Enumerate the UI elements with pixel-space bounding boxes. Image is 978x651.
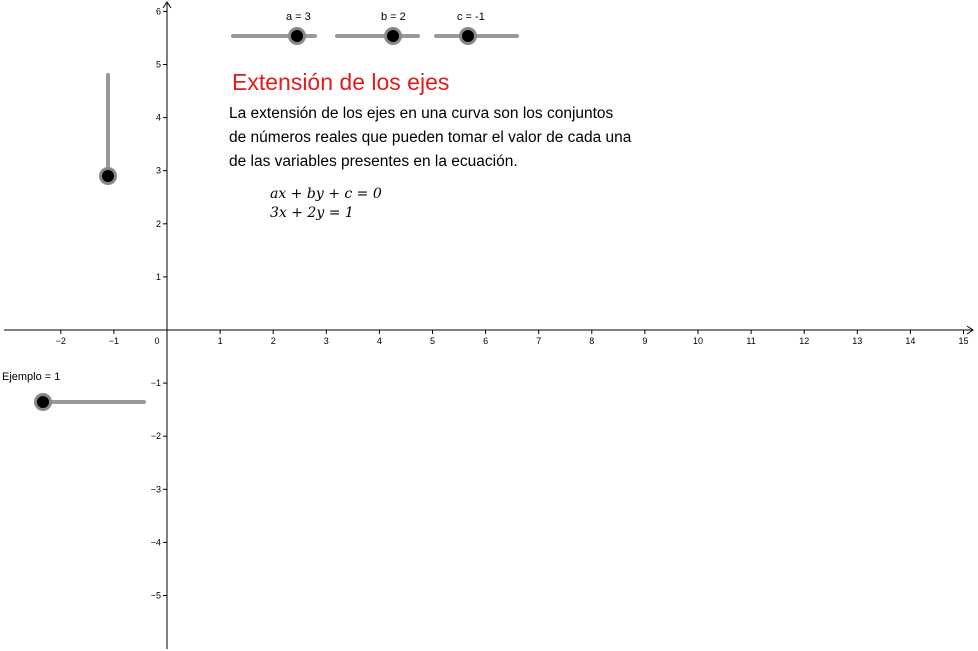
x-tick-label: 7 — [536, 336, 542, 346]
x-tick-label: 8 — [589, 336, 595, 346]
y-tick-label: 5 — [155, 59, 161, 70]
x-tick-label: 14 — [905, 336, 916, 346]
y-tick-label: −2 — [150, 431, 161, 442]
description-line-2: de números reales que pueden tomar el valor de cada una — [229, 129, 632, 146]
slider-b[interactable] — [337, 29, 418, 44]
slider-a[interactable] — [233, 29, 315, 44]
x-tick-label: 4 — [376, 336, 382, 346]
y-tick-label: −1 — [150, 378, 161, 389]
y-tick-label: 2 — [155, 218, 161, 229]
page-title: Extensión de los ejes — [232, 69, 450, 95]
x-tick-label: 2 — [270, 336, 276, 346]
x-tick-label: 10 — [692, 336, 704, 346]
x-tick-label: −2 — [55, 336, 66, 346]
x-tick-label: 11 — [746, 336, 756, 346]
slider-b-knob[interactable] — [386, 29, 401, 44]
slider-c-label: c = -1 — [457, 11, 485, 23]
x-tick-label: 5 — [429, 336, 436, 346]
description-text — [229, 102, 659, 174]
slider-ejemplo-knob[interactable] — [36, 395, 51, 410]
slider-a-knob[interactable] — [290, 29, 305, 44]
x-tick-label: 1 — [217, 336, 223, 346]
y-tick-label: −4 — [150, 537, 161, 548]
y-tick-label: −5 — [150, 590, 161, 601]
x-tick-label: 9 — [642, 336, 648, 346]
y-tick-label: 6 — [155, 6, 161, 17]
slider-ejemplo[interactable] — [36, 395, 145, 410]
y-tick-label: 3 — [155, 165, 161, 176]
x-tick-label: −1 — [108, 336, 120, 346]
slider-ejemplo-label: Ejemplo = 1 — [2, 371, 61, 383]
x-tick-label: 3 — [323, 336, 329, 346]
x-tick-label: 6 — [483, 336, 489, 346]
x-tick-label: 0 — [154, 336, 160, 346]
slider-b-label: b = 2 — [381, 11, 406, 23]
description-line-3: de las variables presentes en la ecuación. — [229, 153, 518, 170]
y-tick-label: 1 — [155, 271, 161, 282]
x-tick-label: 15 — [958, 336, 969, 346]
y-axis-ticks — [151, 6, 167, 600]
slider-a-label: a = 3 — [286, 11, 311, 23]
x-tick-label: 12 — [799, 336, 810, 346]
slider-c[interactable] — [436, 29, 517, 44]
x-tick-label: 13 — [852, 336, 863, 346]
equation-specific: 3x + 2y = 1 — [270, 205, 354, 221]
vertical-slider[interactable] — [101, 75, 116, 184]
vertical-slider-knob[interactable] — [101, 169, 116, 184]
equation-general: ax + by + c = 0 — [270, 186, 382, 202]
x-axis-ticks — [56, 330, 969, 346]
y-tick-label: −3 — [150, 484, 161, 495]
y-tick-label: 4 — [155, 112, 161, 123]
description-line-1: La extensión de los ejes en una curva son los conjuntos — [229, 105, 614, 122]
slider-c-knob[interactable] — [461, 29, 476, 44]
